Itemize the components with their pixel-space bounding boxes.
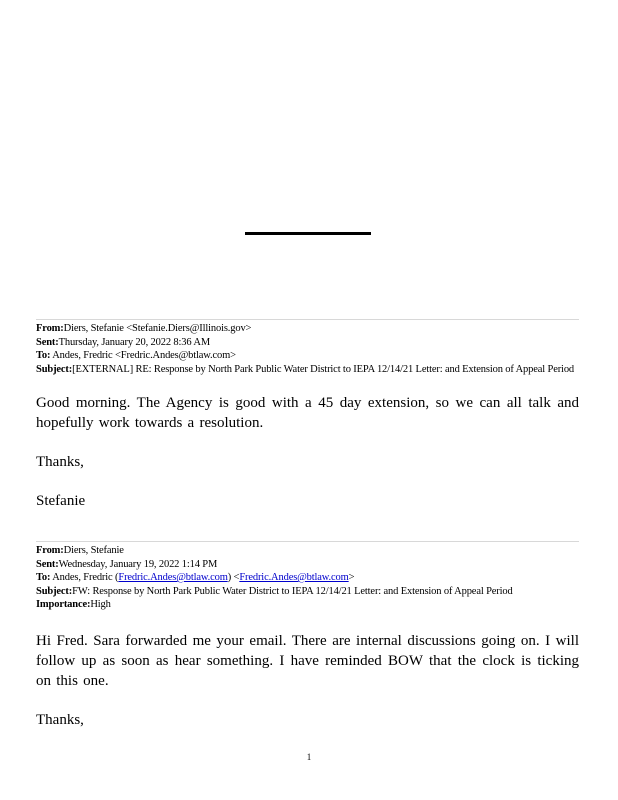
to-row	[36, 571, 579, 585]
email-message-1	[36, 319, 579, 511]
email-header	[36, 544, 579, 612]
email-header	[36, 322, 579, 376]
to-mid: ) <	[227, 572, 240, 583]
to-label: To:	[36, 350, 51, 361]
from-label: From:	[36, 545, 64, 556]
page-number: 1	[306, 752, 312, 762]
to-value: Andes, Fredric <Fredric.Andes@btlaw.com>	[52, 350, 236, 361]
sent-row	[36, 336, 579, 350]
subject-label: Subject:	[36, 585, 73, 597]
body-paragraph: Thanks,	[36, 711, 84, 728]
subject-value: FW: Response by North Park Public Water District to IEPA 12/14/21 Letter: and Extension of Appeal Period	[72, 585, 513, 597]
subject-value: [EXTERNAL] RE: Response by North Park Public Water District to IEPA 12/14/21 Letter: and Extension of Appeal Period	[72, 363, 575, 375]
signature: Stefanie	[36, 493, 86, 509]
email-link[interactable]: Fredric.Andes@btlaw.com	[118, 572, 228, 583]
from-row	[36, 544, 579, 558]
header-rule	[245, 232, 371, 235]
body-paragraph: Good morning. The Agency is good with a 45 day extension, so we can all talk and hopefully work towards a resolution.	[36, 395, 579, 431]
subject-row	[36, 363, 579, 377]
to-end: >	[348, 572, 355, 583]
to-row	[36, 349, 579, 363]
sent-value: Wednesday, January 19, 2022 1:14 PM	[58, 558, 218, 570]
sent-label: Sent:	[36, 558, 59, 570]
from-value: Diers, Stefanie	[63, 545, 124, 556]
subject-label: Subject:	[36, 363, 73, 375]
body-paragraph: Thanks,	[36, 454, 84, 470]
to-label: To:	[36, 572, 51, 583]
importance-row	[36, 598, 579, 612]
to-name: Andes, Fredric (	[52, 572, 119, 583]
separator-line	[36, 319, 579, 320]
email-link[interactable]: Fredric.Andes@btlaw.com	[239, 572, 349, 583]
sent-row	[36, 558, 579, 572]
sent-label: Sent:	[36, 336, 59, 348]
from-value: Diers, Stefanie <Stefanie.Diers@Illinois.gov>	[63, 323, 252, 334]
importance-label: Importance:	[36, 599, 91, 610]
from-label: From:	[36, 323, 64, 334]
email-message-2	[36, 541, 579, 730]
sent-value: Thursday, January 20, 2022 8:36 AM	[58, 336, 211, 348]
from-row	[36, 322, 579, 336]
separator-line	[36, 541, 579, 542]
importance-value: High	[90, 599, 111, 610]
email-body	[36, 393, 579, 511]
email-body	[36, 631, 579, 730]
subject-row	[36, 585, 579, 599]
body-paragraph: Hi Fred. Sara forwarded me your email. There are internal discussions going on. I will follow up as soon as hear something. I have reminded BOW that the clock is ticking on this one.	[36, 632, 579, 689]
